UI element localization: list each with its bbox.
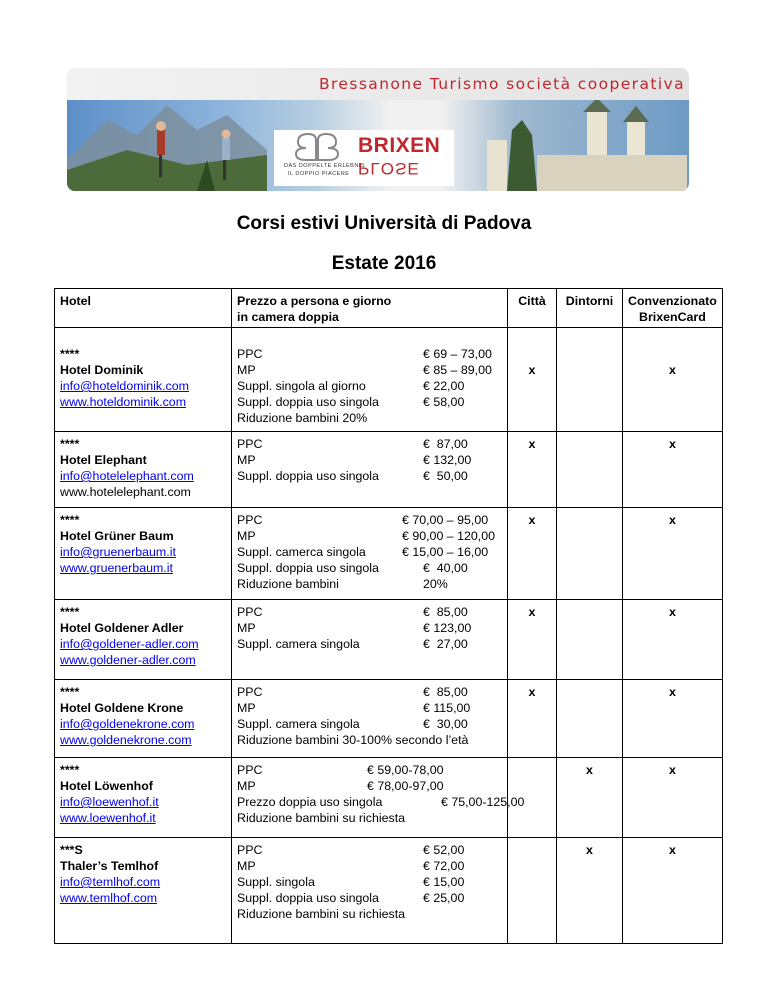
price-label: Suppl. singola al giorno [237,379,366,393]
table-row [55,600,723,680]
price-label: Riduzione bambini [237,577,339,591]
price-value: € 22,00 [423,379,465,393]
hotel-email-link[interactable]: info@goldener-adler.com [60,637,199,651]
price-value: € 85,00 [423,685,468,699]
price-line [237,874,502,890]
dintorni-mark: x [586,763,593,777]
hotel-email-link[interactable]: info@hoteldominik.com [60,379,189,393]
price-line [237,576,502,592]
price-line [237,410,502,426]
price-line [237,452,502,468]
price-value: € 58,00 [423,395,465,409]
brixencard-mark-cell [623,508,723,600]
brixencard-mark: x [668,363,676,377]
price-line [237,468,502,484]
header-prezzo-line2: in camera doppia [237,310,339,324]
hotel-name: Thaler’s Temlhof [60,859,159,873]
hotel-name: Hotel Dominik [60,363,144,377]
table-row [55,680,723,758]
price-line [237,378,502,394]
header-prezzo-line1: Prezzo a persona e giorno [237,294,392,308]
price-line [237,620,502,636]
price-label: PPC [237,513,263,527]
price-line [237,362,502,378]
table-row [55,328,723,432]
price-label: MP [237,779,256,793]
logo-tagline-it: IL DOPPIO PIACERE [288,171,350,177]
price-value: € 59,00-78,00 [367,763,444,777]
price-label: MP [237,859,256,873]
hotel-email-link[interactable]: info@goldenekrone.com [60,717,195,731]
price-line [237,810,502,826]
header-citta: Città [508,289,557,328]
price-label: Suppl. doppia uso singola [237,561,379,575]
price-label: MP [237,529,256,543]
hotel-email-link[interactable]: info@temlhof.com [60,875,161,889]
hotel-cell [55,508,232,600]
citta-mark: x [528,685,536,699]
header-convenzionato [623,289,723,328]
dintorni-mark-cell [557,432,623,508]
hotel-stars: **** [60,685,80,699]
price-cell [232,432,508,508]
price-line [237,604,502,620]
hotel-stars: **** [60,437,80,451]
hotel-website-link[interactable]: www.goldenekrone.com [60,733,192,747]
price-value: € 30,00 [423,717,468,731]
page-title: Corsi estivi Università di Padova [236,213,532,234]
header-banner [67,68,689,191]
citta-mark-cell [508,680,557,758]
price-label: Riduzione bambini su richiesta [237,907,406,921]
price-line [237,794,525,810]
hotel-stars: **** [60,513,80,527]
table-row [55,432,723,508]
brixencard-mark-cell [623,328,723,432]
logo-plose-text: PLOSE [358,159,420,178]
brixencard-mark: x [668,437,676,451]
hotel-name: Hotel Elephant [60,453,147,467]
price-cell [232,600,508,680]
price-label: Suppl. doppia uso singola [237,395,379,409]
price-value: € 90,00 – 120,00 [402,529,496,543]
dintorni-mark-cell [557,680,623,758]
dintorni-mark-cell [557,328,623,432]
price-label: PPC [237,605,263,619]
brixencard-mark-cell [623,432,723,508]
hotel-website-link[interactable]: www.goldener-adler.com [60,653,196,667]
price-label: Riduzione bambini su richiesta [237,811,406,825]
brixencard-mark: x [668,685,676,699]
dintorni-mark-cell [557,838,623,944]
price-value: € 50,00 [423,469,468,483]
brixencard-mark-cell [623,600,723,680]
price-label: MP [237,621,256,635]
table-row [55,838,723,944]
price-label: Suppl. singola [237,875,315,889]
price-line [237,906,502,922]
price-line [237,636,502,652]
price-value: € 132,00 [423,453,472,467]
price-value: € 85,00 [423,605,468,619]
hotel-name: Hotel Goldene Krone [60,701,184,715]
banner-photo [67,100,689,191]
price-line [237,346,502,362]
brixencard-mark-cell [623,838,723,944]
price-line [237,394,502,410]
dintorni-mark: x [586,843,593,857]
price-value: € 25,00 [423,891,465,905]
dintorni-mark-cell [557,758,623,838]
hotel-cell [55,680,232,758]
hotel-website-link[interactable]: www.gruenerbaum.it [60,561,173,575]
header-prezzo [232,289,508,328]
price-line [237,436,502,452]
hotel-cell [55,838,232,944]
citta-mark-cell [508,508,557,600]
price-label: Suppl. camera singola [237,717,360,731]
header-conv-line1: Convenzionato [628,294,717,308]
price-label: Suppl. doppia uso singola [237,469,379,483]
price-label: MP [237,453,256,467]
header-conv-line2: BrixenCard [639,310,706,324]
logo-brixen-text: BRIXEN [358,134,441,157]
price-line [237,778,502,794]
citta-mark-cell [508,838,557,944]
price-line [237,544,502,560]
dintorni-mark-cell [557,600,623,680]
price-label: Suppl. doppia uso singola [237,891,379,905]
price-label: PPC [237,763,263,777]
hotel-stars: **** [60,347,80,361]
brixencard-mark: x [668,843,676,857]
brixencard-mark: x [668,513,676,527]
hotel-website-link[interactable]: www.hoteldominik.com [60,395,187,409]
header-hotel: Hotel [55,289,232,328]
hotel-website-link: www.hotelelephant.com [60,485,191,499]
hotel-name: Hotel Löwenhof [60,779,153,793]
price-value: € 78,00-97,00 [367,779,444,793]
price-line [237,732,502,748]
citta-mark: x [528,363,536,377]
hotel-website-link[interactable]: www.temlhof.com [60,891,158,905]
header-dintorni: Dintorni [557,289,623,328]
dintorni-mark-cell [557,508,623,600]
brixencard-mark-cell [623,680,723,758]
price-value: € 15,00 [423,875,465,889]
page-subtitle: Estate 2016 [331,253,437,274]
price-label: PPC [237,843,263,857]
price-cell [232,328,508,432]
banner-title-bar [67,68,689,100]
spacer [60,330,226,346]
price-label: Riduzione bambini 30-100% secondo l’età [237,733,469,747]
price-label: Suppl. camera singola [237,637,360,651]
citta-mark: x [528,437,536,451]
citta-mark: x [528,513,536,527]
price-value: € 87,00 [423,437,468,451]
price-cell [232,508,508,600]
brixen-logo [274,130,454,186]
brixencard-mark-cell [623,758,723,838]
citta-mark: x [528,605,536,619]
hotel-email-link[interactable]: info@gruenerbaum.it [60,545,176,559]
price-line [237,512,502,528]
price-label: Prezzo doppia uso singola [237,795,383,809]
price-value: 20% [423,577,448,591]
logo-tagline-de: DAS DOPPELTE ERLEBNIS [284,163,366,169]
price-value: € 72,00 [423,859,465,873]
price-label: Riduzione bambini 20% [237,411,368,425]
price-line [237,560,502,576]
price-line [237,684,502,700]
price-value: € 40,00 [423,561,468,575]
brixencard-mark: x [668,605,676,619]
hotel-email-link[interactable]: info@hotelelephant.com [60,469,194,483]
citta-mark-cell [508,328,557,432]
price-line [237,716,502,732]
price-value: € 69 – 73,00 [423,347,492,361]
table-header-row [55,289,723,328]
price-value: € 115,00 [423,701,471,715]
hotel-cell [55,758,232,838]
price-line [237,762,502,778]
price-value: € 85 – 89,00 [423,363,492,377]
hotel-stars: ***S [60,843,83,857]
price-cell [232,680,508,758]
price-value: € 27,00 [423,637,468,651]
price-label: PPC [237,685,263,699]
price-line [237,842,502,858]
price-line [237,858,502,874]
price-label: PPC [237,437,263,451]
citta-mark-cell [508,432,557,508]
price-value: € 52,00 [423,843,465,857]
hotel-email-link[interactable]: info@loewenhof.it [60,795,159,809]
price-cell [232,758,525,838]
price-value: € 70,00 – 95,00 [402,513,489,527]
price-line [237,700,502,716]
logo-mark-icon [282,132,352,164]
price-label: MP [237,701,256,715]
table-row [55,508,723,600]
price-cell [232,838,508,944]
price-label: PPC [237,347,263,361]
price-label: Suppl. camerca singola [237,545,366,559]
price-line [237,890,502,906]
citta-mark-cell [508,600,557,680]
price-value: € 15,00 – 16,00 [402,545,489,559]
brixencard-mark: x [668,763,676,777]
hotel-cell [55,600,232,680]
hotel-cell [55,328,232,432]
price-value: € 123,00 [423,621,472,635]
price-value: € 75,00-125,00 [441,795,525,809]
hotel-stars: **** [60,763,80,777]
organization-name: Bressanone Turismo società cooperativa [318,75,685,93]
price-label: MP [237,363,256,377]
hotel-website-link[interactable]: www.loewenhof.it [60,811,156,825]
table-row [55,758,723,838]
hotel-name: Hotel Grüner Baum [60,529,174,543]
hotel-stars: **** [60,605,80,619]
price-line [237,528,502,544]
hotel-table [54,288,723,944]
hotel-name: Hotel Goldener Adler [60,621,184,635]
hotel-cell [55,432,232,508]
